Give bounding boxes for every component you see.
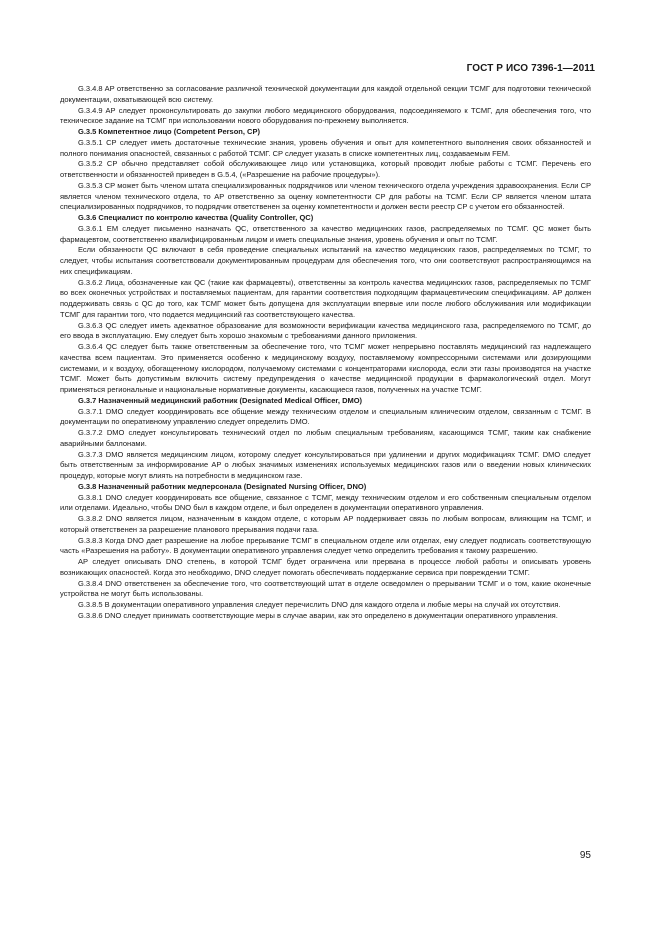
section-heading: G.3.5 Компетентное лицо (Competent Person, CP) bbox=[78, 127, 260, 136]
paragraph: G.3.6.1 EM следует письменно назначать QC, ответственного за качество медицинских газов, распределяемых по ТСМГ. QC может быть фармацевтом, соответственно квалифицированным лицом и иметь специальные знания, уровень обучения и опыт по ТСМГ. bbox=[60, 223, 591, 244]
paragraph: G.3.6.4 QC следует быть также ответственным за обеспечение того, что ТСМГ может непрерывно поставлять медицинский газ надлежащего качества всем пациентам. Это применяется особенно к медицинскому воздуху, поставляемому компрессорными системами или дозирующими системами, и к воздуху, обогащенному кислородом, получаемому системами с концентраторами кислорода, если эти газы производятся на участке ТСМГ. Может быть допустимым включить систему предупреждения о качестве медицинской продукции в фармакологический отдел. Могут применяться региональные и национальные нормативные документы, касающиеся газов, полученных на участке ТСМГ. bbox=[60, 342, 591, 394]
paragraph: G.3.6.2 Лица, обозначенные как QC (такие как фармацевты), ответственны за контроль качества медицинских газов, распределяемых по ТСМГ во всех оконечных устройствах и поставляемых пациентам, для гарантии соответствия подходящим фармацевтическим спецификациям. AP должен поддерживать связь с QC до того, как ТСМГ может быть допущена для эксплуатации впервые или после любого обслуживания или модификации ТСМГ для гарантии того, что подается медицинский газ соответствующего качества. bbox=[60, 277, 591, 319]
paragraph: G.3.7.1 DMO следует координировать все общение между техническим отделом и специальным клиническим отделом, связанным с ТСМГ. В документации по оперативному управлению следует определить DMO. bbox=[60, 406, 591, 427]
paragraph: G.3.8.2 DNO является лицом, назначенным в каждом отделе, с которым AP поддерживает связь по любым вопросам, влияющим на ТСМГ, и который ответственен за разрешение планового прерывания подачи газа. bbox=[60, 514, 591, 534]
paragraph: G.3.5.3 CP может быть членом штата специализированных подрядчиков или членом технического отдела учреждения здравоохранения. Если CP является членом технического отдела, то AP ответственно за оценку компетентности CP для работы на ТСМГ. Если CP является членом штата специализированных подрядчиков, то подрядчик ответственен за оценку компетентности и должен вести реестр CP с учетом его обязанностей. bbox=[60, 180, 591, 212]
paragraph: G.3.7.3 DMO является медицинским лицом, которому следует консультироваться при удлинении и других модификациях ТСМГ. DMO следует быть ответственным за информирование AP о любых значимых изменениях используемых медицинских газов или о введении новых клинических процедур, которые могут влиять на потребности в медицинском газе. bbox=[60, 449, 591, 480]
section-heading: G.3.7 Назначенный медицинский работник (Designated Medical Officer, DMO) bbox=[78, 395, 363, 405]
paragraph: G.3.8.5 В документации оперативного управления следует перечислить DNO для каждого отдела и любые меры на случай их отсутствия. bbox=[78, 600, 561, 609]
paragraph: G.3.8.1 DNO следует координировать все общение, связанное с ТСМГ, между техническим отделом и его собственным специальным отделом или отделами. Идеально, чтобы DNO был в каждом отделе, и был определен в документации оперативного управления. bbox=[60, 492, 591, 513]
paragraph: G.3.8.3 Когда DNO дает разрешение на любое прерывание ТСМГ в специальном отделе или отделах, ему следует подписать соответствующую часть «Разрешения на работу». В документации оперативного управления следует четко определить требования к такому разрешению. bbox=[60, 535, 591, 556]
paragraph: AP следует описывать DNO степень, в которой ТСМГ будет ограничена или прервана в процессе любой работы и описывать уровень возникающих опасностей. Когда это необходимо, DNO следует помогать обеспечивать поддержание сервиса при повреждении ТСМГ. bbox=[60, 557, 591, 577]
section-heading: G.3.6 Специалист по контролю качества (Quality Controller, QC) bbox=[78, 213, 314, 222]
document-header: ГОСТ Р ИСО 7396-1—2011 bbox=[466, 63, 595, 74]
paragraph: G.3.7.2 DMO следует консультировать технический отдел по любым специальным требованиям, касающимся ТСМГ, таким как снабжение аварийными баллонами. bbox=[60, 428, 591, 448]
document-body bbox=[60, 84, 591, 622]
paragraph: G.3.6.3 QC следует иметь адекватное образование для возможности верификации качества медицинского газа, распределяемого по ТСМГ, до его ввода в эксплуатацию. Ему следует быть хорошо знакомым с требованиями данного приложения. bbox=[60, 320, 591, 341]
section-heading: G.3.8 Назначенный работник медперсонала (Designated Nursing Officer, DNO) bbox=[78, 481, 367, 491]
page-number: 95 bbox=[579, 850, 591, 861]
paragraph: G.3.5.1 CP следует иметь достаточные технические знания, уровень обучения и опыт для компетентного выполнения своих обязанностей и полного понимания опасностей, связанных с работой ТСМГ. CP следует указать в списке компетентных лиц, создаваемым FEM. bbox=[60, 137, 591, 158]
paragraph: G.3.5.2 CP обычно представляет собой обслуживающее лицо или установщика, который проводит любые работы с ТСМГ. Перечень его ответственности и обязанностей приведен в G.5.4, («Разрешение на рабочие процедуры»). bbox=[60, 159, 591, 179]
paragraph: G.3.8.4 DNO ответственен за обеспечение того, что соответствующий штат в отделе осведомлен о прерывании ТСМГ и о том, какие оконечные устройства не могут быть использованы. bbox=[60, 578, 591, 599]
paragraph: G.3.8.6 DNO следует принимать соответствующие меры в случае аварии, как это определено в документации оперативного управления. bbox=[78, 610, 558, 620]
paragraph: G.3.4.9 AP следует проконсультировать до закупки любого медицинского оборудования, подсоединяемого к ТСМГ, для обеспечения того, что техническое задание на ТСМГ при использовании нового оборудования по-прежнему выполняется. bbox=[60, 105, 591, 126]
paragraph: G.3.4.8 AP ответственно за согласование различной технической документации для каждой отдельной секции ТСМГ для подготовки технической документации, охватывающей всю систему. bbox=[60, 84, 591, 104]
paragraph: Если обязанности QC включают в себя проведение специальных испытаний на качество медицинских газов, распределяемых по ТСМГ, то следует, чтобы испытания соответствовали документированным процедурам для обеспечения того, что они соответствуют распространяющимся на них спецификациям. bbox=[60, 245, 591, 276]
